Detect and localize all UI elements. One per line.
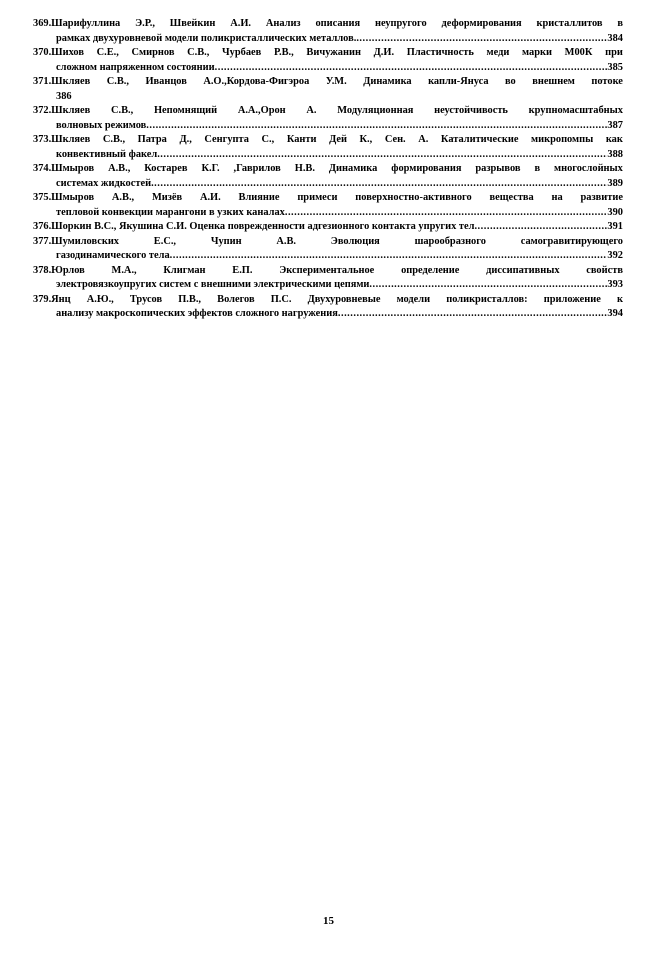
word: Мизёв	[151, 192, 183, 203]
word: С.В.,	[106, 76, 129, 87]
toc-entry	[33, 162, 623, 191]
toc-entry	[33, 75, 623, 104]
word: крупномасштабных	[528, 105, 623, 116]
dot-leader	[157, 148, 607, 163]
word: Вичужанин	[306, 47, 361, 58]
entry-page-number: 386	[56, 90, 72, 102]
word: развитие	[580, 192, 623, 203]
word: Дей	[329, 134, 347, 145]
entry-continuation	[33, 177, 623, 192]
word: К.Г.	[201, 163, 220, 174]
word: Патра	[137, 134, 167, 145]
entry-continuation	[33, 278, 623, 293]
word: Пластичность	[406, 47, 474, 58]
word: при	[605, 47, 623, 58]
word: примеси	[297, 192, 338, 203]
word: Костарев	[144, 163, 188, 174]
word: капли-Януса	[428, 76, 489, 87]
entry-title-line	[33, 17, 623, 32]
word: внешнем	[532, 76, 575, 87]
word: М00К	[564, 47, 593, 58]
word: 372.Шкляев	[33, 105, 91, 116]
word: разрывов	[475, 163, 521, 174]
dot-leader	[151, 177, 607, 192]
toc-entry	[33, 293, 623, 322]
entry-title-line: 376.Шоркин В.С., Якушина С.И. Оценка поврежденности адгезионного контакта упругих тел	[33, 221, 475, 232]
entry-title-line	[33, 162, 623, 177]
word: Анализ	[265, 18, 301, 29]
word: А.	[306, 105, 317, 116]
word: Р.В.,	[273, 47, 294, 58]
word: А.О.,Кордова-Фигэроа	[203, 76, 310, 87]
word: свойств	[586, 264, 623, 276]
word: 379.Янц	[33, 293, 71, 305]
word: Эволюция	[330, 235, 380, 247]
word: А.И.	[199, 192, 221, 203]
word: 378.Юрлов	[33, 264, 85, 276]
word: шарообразного	[414, 235, 486, 247]
word: ,Гаврилов	[233, 163, 281, 174]
toc-entry	[33, 220, 623, 235]
entry-title-rest: сложном напряженном состоянии	[56, 61, 215, 73]
dot-leader	[338, 307, 608, 322]
entry-title-rest: тепловой конвекции марангони в узких каналах	[56, 206, 285, 218]
word: А.А.,Орон	[237, 105, 286, 116]
word: в	[617, 18, 623, 29]
word: Е.С.,	[153, 235, 177, 247]
entry-page-number: 390	[607, 206, 623, 218]
dot-leader	[285, 206, 608, 221]
word: Экспериментальное	[279, 264, 375, 276]
entry-title-rest: конвективный факел	[56, 148, 158, 160]
entry-page-number: 389	[607, 177, 623, 189]
dot-leader	[474, 220, 607, 235]
entry-continuation	[33, 61, 623, 76]
word: Двухуровневые	[307, 293, 381, 305]
word: описания	[315, 18, 361, 29]
entry-title-rest: газодинамического тела	[56, 250, 170, 261]
word: меди	[486, 47, 510, 58]
toc-entry	[33, 264, 623, 293]
word: Чурбаев	[222, 47, 262, 58]
word: Клигман	[163, 264, 206, 276]
word: Э.Р.,	[135, 18, 155, 29]
entry-title-rest: анализу макроскопических эффектов сложного нагружения	[56, 308, 338, 319]
word: самогравитирующего	[520, 235, 623, 247]
entry-title-line	[33, 104, 623, 119]
word: С.В.,	[102, 134, 126, 145]
word: как	[605, 134, 623, 145]
word: А.В.,	[108, 163, 131, 174]
word: потоке	[591, 76, 623, 87]
word: С.Е.,	[96, 47, 119, 58]
entry-title-line	[33, 133, 623, 148]
entry-title-line	[33, 235, 623, 250]
word: поверхностно-активного	[355, 192, 472, 203]
word: А.	[418, 134, 429, 145]
word: приложение	[543, 293, 601, 305]
entry-page-number: 391	[607, 221, 623, 232]
word: Д.И.	[373, 47, 395, 58]
entry-page-number: 392	[607, 250, 623, 261]
word: Динамика	[363, 76, 412, 87]
toc-entry	[33, 133, 623, 162]
entry-title-line	[33, 46, 623, 61]
word: вещества	[489, 192, 534, 203]
word: 373.Шкляев	[33, 134, 91, 145]
word: Смирнов	[131, 47, 175, 58]
word: Чупин	[210, 235, 242, 247]
word: многослойных	[554, 163, 623, 174]
word: диссипативных	[486, 264, 560, 276]
toc-entry	[33, 104, 623, 133]
entry-continuation	[33, 206, 623, 221]
word: Модуляционная	[337, 105, 414, 116]
dot-leader	[356, 32, 607, 47]
word: 374.Шмыров	[33, 163, 95, 174]
word: Швейкин	[169, 18, 216, 29]
entry-page-number: 387	[607, 119, 623, 131]
entry-continuation	[33, 249, 623, 264]
word: П.С.	[270, 293, 292, 305]
word: поликристаллов:	[446, 293, 528, 305]
toc-entry	[33, 235, 623, 264]
word: Канти	[286, 134, 317, 145]
entry-title-line	[33, 75, 623, 90]
word: А.И.	[230, 18, 252, 29]
entry-title-line	[33, 191, 623, 206]
entry-page-number: 394	[607, 308, 623, 319]
word: Иванцов	[145, 76, 187, 87]
word: Влияние	[238, 192, 280, 203]
entry-continuation	[33, 119, 623, 134]
word: на	[551, 192, 563, 203]
word: 369.Шарифуллина	[33, 18, 121, 29]
dot-leader	[170, 249, 608, 264]
word: деформирования	[441, 18, 522, 29]
entry-page-number: 393	[607, 279, 623, 290]
word: А.В.	[276, 235, 297, 247]
word: Трусов	[129, 293, 163, 305]
entry-title-line	[33, 264, 623, 279]
word: С.В.,	[187, 47, 210, 58]
word: в	[534, 163, 541, 174]
word: 371.Шкляев	[33, 76, 91, 87]
toc-entry	[33, 191, 623, 220]
word: У.М.	[325, 76, 347, 87]
word: формирования	[391, 163, 462, 174]
word: А.Ю.,	[86, 293, 114, 305]
word: Н.В.	[294, 163, 315, 174]
word: 370.Шихов	[33, 47, 84, 58]
word: определение	[401, 264, 460, 276]
word: Е.П.	[232, 264, 253, 276]
word: Динамика	[328, 163, 378, 174]
entry-page-number: 388	[607, 148, 623, 160]
word: П.В.,	[178, 293, 202, 305]
entry-title-rest: рамках двухуровневой модели поликристаллических металлов.	[56, 32, 357, 44]
word: Сенгупта	[204, 134, 249, 145]
word: Сен.	[384, 134, 406, 145]
entry-continuation	[33, 307, 623, 322]
word: К.,	[359, 134, 373, 145]
word: 377.Шумиловских	[33, 235, 120, 247]
word: модели	[396, 293, 431, 305]
page-number: 15	[323, 915, 334, 927]
word: Непомнящий	[153, 105, 218, 116]
word: С.В.,	[111, 105, 134, 116]
word: 375.Шмыров	[33, 192, 95, 203]
word: Волегов	[217, 293, 255, 305]
word: к	[616, 293, 623, 305]
entry-single-line	[33, 220, 623, 235]
entry-page-number: 385	[607, 61, 623, 73]
word: А.В.,	[111, 192, 135, 203]
table-of-contents	[33, 17, 623, 322]
toc-entry	[33, 17, 623, 46]
dot-leader	[146, 119, 607, 134]
word: неупругого	[374, 18, 427, 29]
word: С.,	[261, 134, 275, 145]
word: неустойчивость	[434, 105, 508, 116]
entry-title-rest: электровязкоупругих систем с внешними электрическими цепями	[56, 279, 370, 290]
word: Д.,	[179, 134, 192, 145]
dot-leader	[215, 61, 608, 76]
entry-title-rest: волновых режимов	[56, 119, 147, 131]
entry-page-number: 384	[607, 32, 623, 44]
dot-leader	[369, 278, 607, 293]
word: Каталитические	[440, 134, 519, 145]
entry-continuation	[33, 148, 623, 163]
entry-title-rest: системах жидкостей	[56, 177, 152, 189]
word: М.А.,	[111, 264, 137, 276]
entry-title-line	[33, 293, 623, 308]
word: кристаллитов	[536, 18, 603, 29]
entry-continuation	[33, 32, 623, 47]
word: во	[505, 76, 516, 87]
word: марки	[522, 47, 552, 58]
toc-entry	[33, 46, 623, 75]
word: микропомпы	[531, 134, 594, 145]
